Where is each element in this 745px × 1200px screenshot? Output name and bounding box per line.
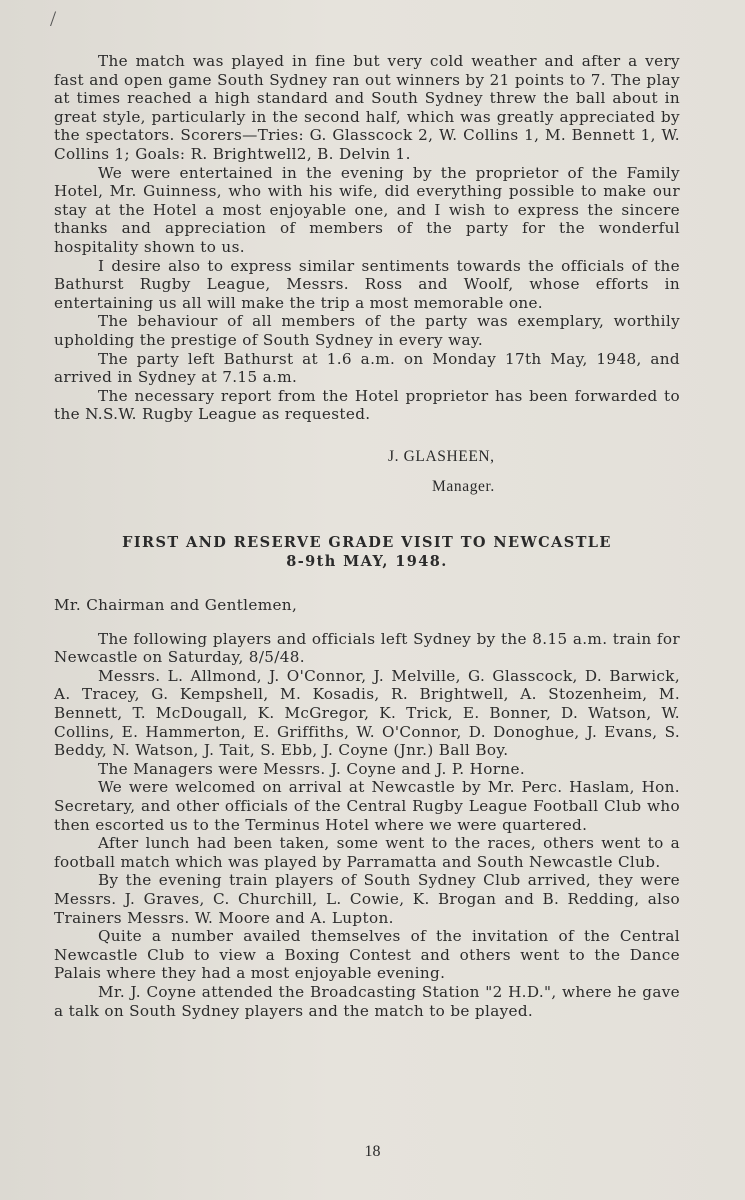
paragraph-player-list: Messrs. L. Allmond, J. O'Connor, J. Melville, G. Glasscock, D. Barwick, A. Tracey, G. Kempshell, M. Kosadis, R. Brightwell, A. Stozenheim, M. Bennett, T. McDougall, K. McGregor, K. Trick, E. Bonner, D. Watson, W. Collins, E. Hammerton, E. Griffiths, W. O'Connor, D. Donoghue, J. Evans, S. Beddy, N. Watson, J. Tait, S. Ebb, J. Coyne (Jnr.) Ball Boy. bbox=[54, 666, 680, 760]
paragraph-welcome: We were welcomed on arrival at Newcastle by Mr. Perc. Haslam, Hon. Secretary, and other officials of the Central Rugby League Football Club who then escorted us to the Terminus Hotel where we were quartered. bbox=[54, 778, 680, 834]
paragraph-departure-train: The following players and officials left Sydney by the 8.15 a.m. train for Newcastle on Saturday, 8/5/48. bbox=[54, 629, 680, 667]
bathurst-report bbox=[54, 52, 680, 497]
signature-role: Manager. bbox=[432, 478, 495, 496]
newcastle-report bbox=[54, 533, 680, 1020]
section-heading-date: 8-9th MAY, 1948. bbox=[286, 553, 448, 571]
section-heading: FIRST AND RESERVE GRADE VISIT TO NEWCASTLE bbox=[122, 534, 612, 552]
paragraph-hotel-thanks: We were entertained in the evening by the proprietor of the Family Hotel, Mr. Guinness, who with his wife, did everything possible to make our stay at the Hotel a most enjoyable one, and I wish to express the sincere thanks and appreciation of members of the party for the wonderful hospitality shown to us. bbox=[54, 163, 680, 256]
salutation: Mr. Chairman and Gentlemen, bbox=[54, 596, 298, 615]
signature-name: J. GLASHEEN, bbox=[388, 447, 495, 465]
paragraph-broadcast: Mr. J. Coyne attended the Broadcasting Station "2 H.D.", where he gave a talk on South Sydney players and the match to be played. bbox=[54, 982, 680, 1020]
paragraph-managers: The Managers were Messrs. J. Coyne and J. P. Horne. bbox=[98, 759, 526, 778]
paragraph-boxing-contest: Quite a number availed themselves of the invitation of the Central Newcastle Club to view a Boxing Contest and others went to the Dance Palais where they had a most enjoyable evening. bbox=[54, 927, 680, 983]
paragraph-evening-train: By the evening train players of South Sydney Club arrived, they were Messrs. J. Graves, C. Churchill, L. Cowie, K. Brogan and B. Redding, also Trainers Messrs. W. Moore and A. Lupton. bbox=[54, 871, 680, 927]
margin-mark: / bbox=[50, 6, 57, 31]
paragraph-league-thanks: I desire also to express similar sentiments towards the officials of the Bathurst Rugby League, Messrs. Ross and Woolf, whose efforts in entertaining us all will make the trip a most memorable one. bbox=[54, 256, 680, 312]
paragraph-report-forwarded: The necessary report from the Hotel proprietor has been forwarded to the N.S.W. Rugby League as requested. bbox=[54, 386, 680, 424]
paragraph-departure: The party left Bathurst at 1.6 a.m. on Monday 17th May, 1948, and arrived in Sydney at 7.15 a.m. bbox=[54, 349, 680, 387]
paragraph-behaviour: The behaviour of all members of the party was exemplary, worthily upholding the prestige of South Sydney in every way. bbox=[54, 312, 680, 349]
page-number: 18 bbox=[364, 1143, 381, 1160]
page-content bbox=[54, 52, 680, 1020]
paragraph-match-result: The match was played in fine but very cold weather and after a very fast and open game South Sydney ran out winners by 21 points to 7. The play at times reached a high standard and South Sydney threw the ball about in great style, particularly in the second half, which was greatly appreciated by the spectators. Scorers—Tries: G. Glasscock 2, W. Collins 1, M. Bennett 1, W. Collins 1; Goals: R. Brightwell2, B. Delvin 1. bbox=[54, 52, 680, 163]
paragraph-after-lunch: After lunch had been taken, some went to the races, others went to a football match which was played by Parramatta and South Newcastle Club. bbox=[54, 834, 680, 871]
